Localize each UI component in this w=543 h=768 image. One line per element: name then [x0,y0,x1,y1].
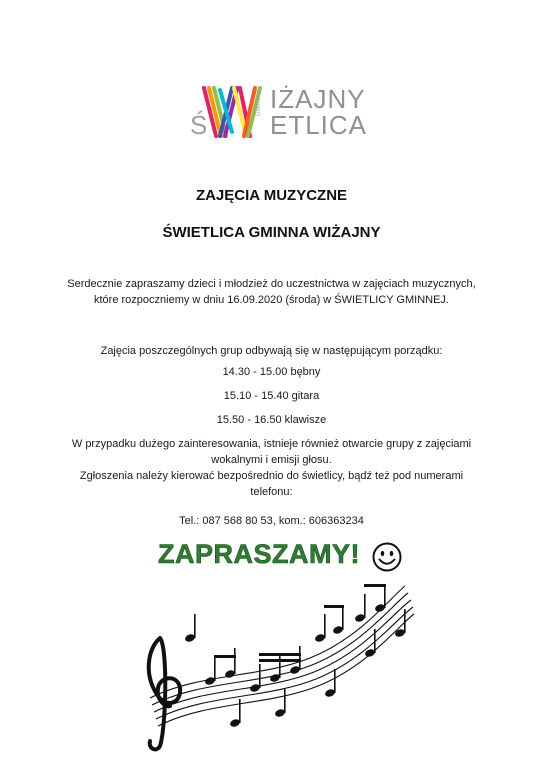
logo-letter-s: Ś [190,110,209,140]
logo-gminna-text: GMINNA [256,89,262,116]
order-text: Zajęcia poszczególnych grup odbywają się w następującym porządku: [100,345,443,357]
logo-line-1: IŻAJNY [270,84,366,114]
title-line-2: ŚWIETLICA GMINNA WIŻAJNY [162,224,381,241]
extra-line-1: W przypadku dużego zainteresowania, istnieje również otwarcie grupy z zajęciami wokalnymi i emisji głosu. [71,438,472,466]
invite-heading: ZAPRASZAMY! [158,539,360,569]
smiley-icon [371,541,403,573]
schedule-item-3: 15.50 - 16.50 klawisze [216,414,327,426]
phone-text: Tel.: 087 568 80 53, kom.: 606363234 [179,515,364,527]
intro-line-1: Serdecznie zapraszamy dzieci i młodzież do uczestnictwa w zajęciach muzycznych, [67,278,476,290]
schedule-item-1: 14.30 - 15.00 bębny [222,366,321,378]
title-line-1: ZAJĘCIA MUZYCZNE [195,187,348,204]
intro-line-2: które rozpoczniemy w dniu 16.09.2020 (środa) w ŚWIETLICY GMINNEJ. [94,294,449,306]
extra-line-2: Zgłoszenia należy kierować bezpośrednio do świetlicy, bądź też pod numerami telefonu: [79,470,464,498]
extra-paragraph [60,436,483,500]
treble-clef-icon [149,638,180,749]
logo-line-2: ETLICA [270,110,368,140]
music-notes-icon [130,578,415,753]
intro-paragraph [60,276,483,308]
logo [190,84,380,140]
schedule-item-2: 15.10 - 15.40 gitara [223,390,320,402]
